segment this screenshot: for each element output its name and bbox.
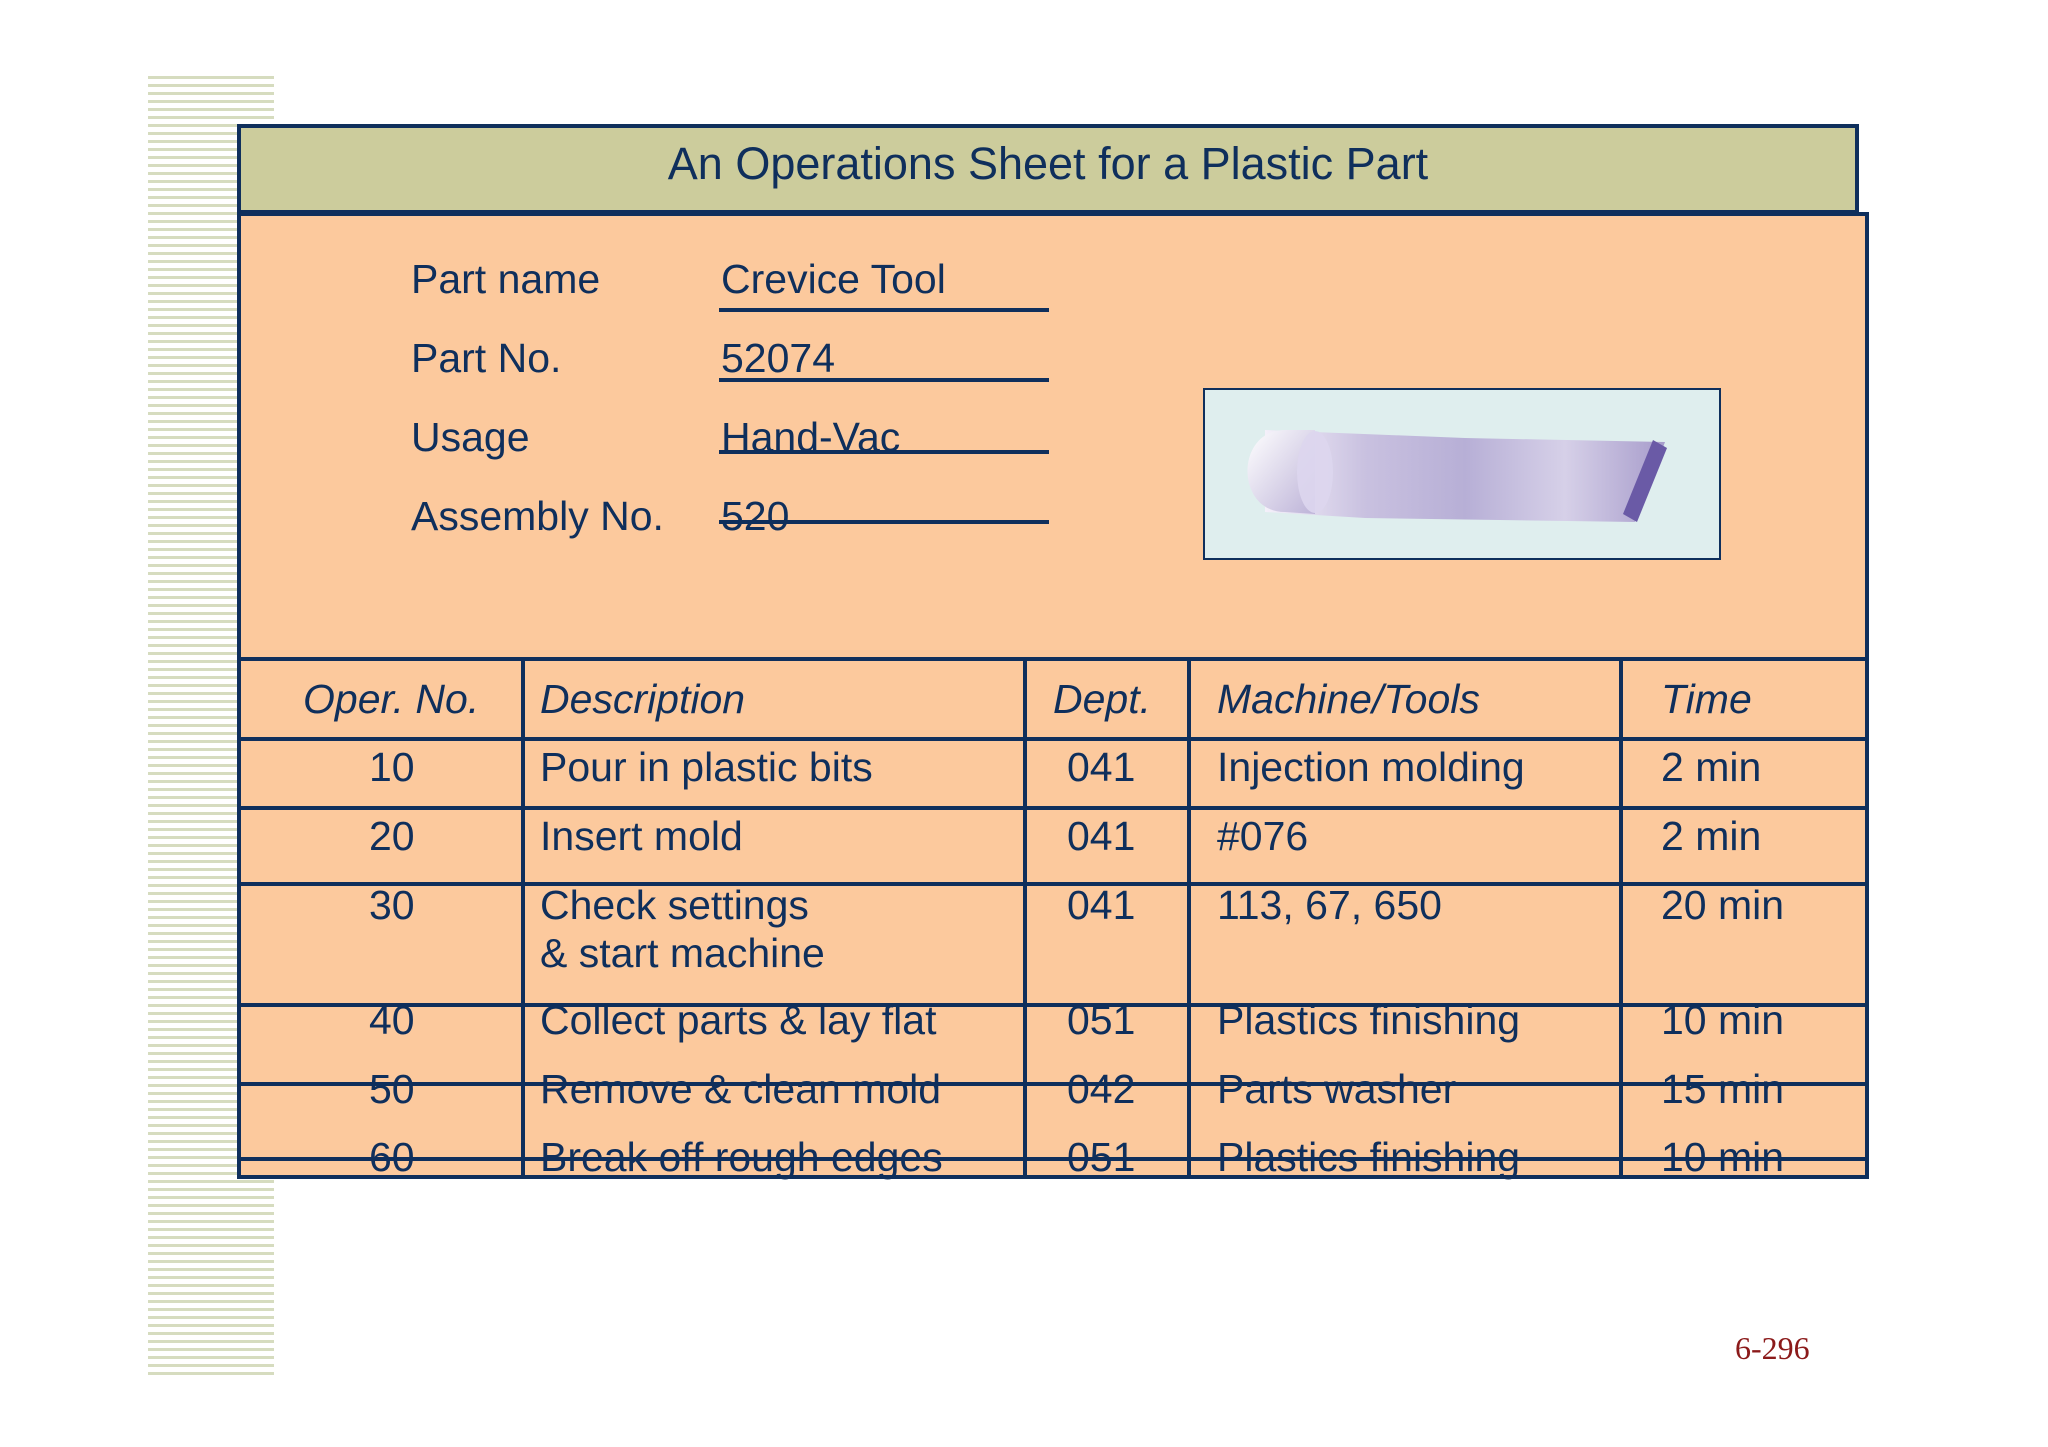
part-no-value: 52074 (721, 335, 836, 381)
row-30-description-line2: & start machine (540, 930, 825, 976)
row-30-description: Check settings (540, 882, 809, 928)
row-50-time: 15 min (1661, 1066, 1785, 1112)
row-10-oper: 10 (369, 744, 415, 790)
usage-underline (719, 450, 1049, 454)
crevice-tool-illustration (1205, 390, 1719, 558)
row-20-dept: 041 (1067, 813, 1136, 859)
column-divider (521, 657, 525, 1179)
assembly-no-value: 520 (721, 493, 790, 539)
row-30-tools: 113, 67, 650 (1217, 882, 1442, 928)
row-60-dept: 051 (1067, 1134, 1136, 1180)
operations-sheet (237, 124, 1869, 1179)
header-machine-tools: Machine/Tools (1217, 676, 1480, 722)
part-name-underline (719, 308, 1049, 312)
sheet-body (237, 212, 1869, 1179)
header-dept: Dept. (1053, 676, 1151, 722)
row-40-description: Collect parts & lay flat (540, 997, 937, 1043)
row-30-oper: 30 (369, 882, 415, 928)
row-50-dept: 042 (1067, 1066, 1136, 1112)
row-50-description: Remove & clean mold (540, 1066, 942, 1112)
crevice-tool-image (1203, 388, 1721, 560)
part-no-label: Part No. (411, 335, 562, 381)
row-10-time: 2 min (1661, 744, 1762, 790)
row-60-description: Break off rough edges (540, 1134, 943, 1180)
assembly-no-underline (719, 520, 1049, 524)
row-50-tools: Parts washer (1217, 1066, 1457, 1112)
row-20-tools: #076 (1217, 813, 1309, 859)
part-name-label: Part name (411, 256, 601, 302)
header-oper-no: Oper. No. (303, 676, 480, 722)
row-40-oper: 40 (369, 997, 415, 1043)
row-40-tools: Plastics finishing (1217, 997, 1521, 1043)
title-bar (237, 124, 1859, 214)
row-40-dept: 051 (1067, 997, 1136, 1043)
header-time: Time (1661, 676, 1752, 722)
column-divider (1023, 657, 1027, 1179)
row-10-tools: Injection molding (1217, 744, 1525, 790)
row-30-time: 20 min (1661, 882, 1785, 928)
row-60-time: 10 min (1661, 1134, 1785, 1180)
row-60-oper: 60 (369, 1134, 415, 1180)
row-20-description: Insert mold (540, 813, 743, 859)
row-60-tools: Plastics finishing (1217, 1134, 1521, 1180)
header-description: Description (540, 676, 746, 722)
row-10-description: Pour in plastic bits (540, 744, 873, 790)
usage-label: Usage (411, 414, 530, 460)
row-30-dept: 041 (1067, 882, 1136, 928)
row-20-oper: 20 (369, 813, 415, 859)
page-number: 6-296 (1735, 1330, 1810, 1366)
row-40-time: 10 min (1661, 997, 1785, 1043)
column-divider (1619, 657, 1623, 1179)
part-no-underline (719, 378, 1049, 382)
row-20-time: 2 min (1661, 813, 1762, 859)
sheet-title: An Operations Sheet for a Plastic Part (667, 138, 1429, 189)
row-50-oper: 50 (369, 1066, 415, 1112)
part-name-value: Crevice Tool (721, 256, 946, 302)
usage-value: Hand-Vac (721, 414, 901, 460)
column-divider (1187, 657, 1191, 1179)
assembly-no-label: Assembly No. (411, 493, 664, 539)
row-10-dept: 041 (1067, 744, 1136, 790)
